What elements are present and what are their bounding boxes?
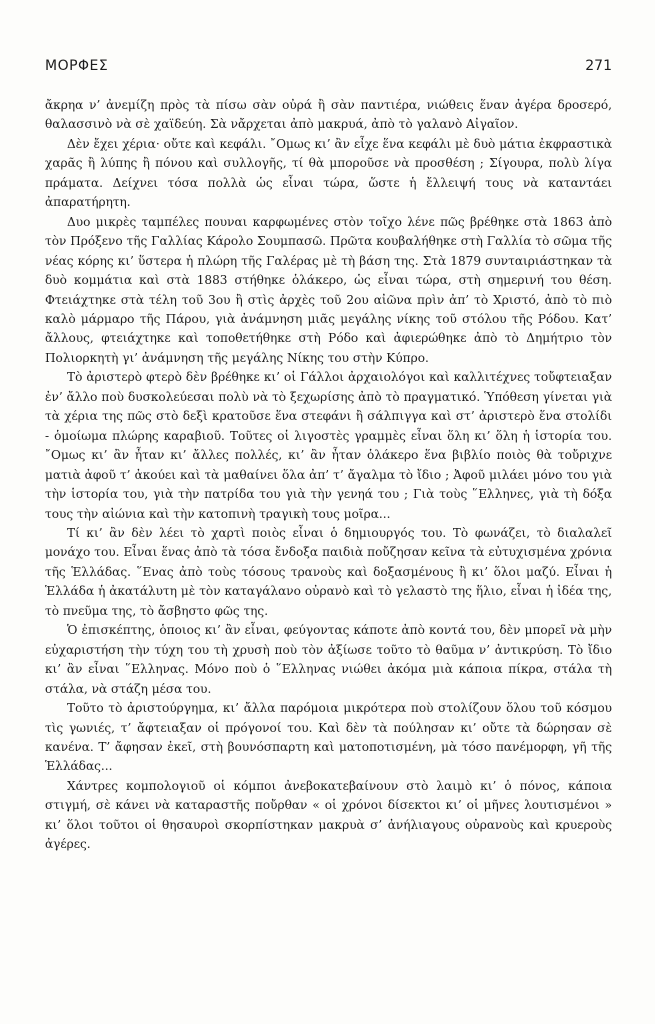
journal-title: ΜΟΡΦΕΣ [45,58,109,74]
paragraph: Τί κι’ ἂν δὲν λέει τὸ χαρτὶ ποιὸς εἶναι ὁ δημιουργός του. Τὸ φωνάζει, τὸ διαλαλεῖ μονάχο του. Εἶναι ἕνας ἀπὸ τὰ τόσα ἔνδοξα παιδιὰ ποὔζησαν κεῖνα τὰ εὐτυχισμένα χρόνια τῆς Ἑλλάδας. ῞Ενας ἀπὸ τοὺς τόσους τρανοὺς καὶ δοξασμένους ἢ κι’ ὅλοι μαζύ. Εἶναι ἡ Ἑλλάδα ἡ ἀκατάλυτη μὲ τὸν καταγάλανο οὐρανὸ καὶ τὸ γελαστὸ της ἥλιο, εἶναι ἡ ἰδέα της, τὸ πνεῦμα της, τὸ ἄσβηστο φῶς της. [45,525,612,618]
page-number: 271 [585,58,612,74]
paragraph: ἄκρηα ν’ ἀνεμίζη πρὸς τὰ πίσω σὰν οὐρά ἢ σὰν παντιέρα, νιώθεις ἕναν ἀγέρα δροσερό, θαλασσινὸ νὰ σὲ χαϊδεύη. Σὰ νἄρχεται ἀπὸ μακρυά, ἀπὸ τὸ γαλανὸ Αἰγαῖον. [45,98,612,132]
paragraph: Δὲν ἔχει χέρια· οὔτε καὶ κεφάλι. ῎Ομως κι’ ἂν εἶχε ἕνα κεφάλι μὲ δυὸ μάτια ἐκφραστικὰ χαρᾶς ἢ λύπης ἢ πόνου καὶ συλλογῆς, τί θὰ μποροῦσε νὰ προσθέση ; Σίγουρα, πολὺ λίγα πράματα. Δείχνει τόσα πολλὰ ὡς εἶναι τώρα, ὥστε ἡ ἔλλειψή τους νὰ καταντάει ἀπαρατήρητη. [45,136,612,210]
paragraph: Τοῦτο τὸ ἀριστούργημα, κι’ ἄλλα παρόμοια μικρότερα ποὺ στολίζουν ὅλου τοῦ κόσμου τὶς γωνιές, τ’ ἄφτειαξαν οἱ πρόγονοί του. Καὶ δὲν τὰ πούλησαν κι’ οὔτε τὰ δώρησαν σὲ κανένα. Τ’ ἄφησαν ἐκεῖ, στὴ βουνόσπαρτη καὶ ματοποτισμένη, μὰ τόσο πανέμορφη, γῆ τῆς Ἑλλάδας... [45,701,612,774]
paragraph: Ὁ ἐπισκέπτης, ὁποιος κι’ ἂν εἶναι, φεύγοντας κάποτε ἀπὸ κοντά του, δὲν μπορεῖ νὰ μὴν εὐχαριστήση τὴν τύχη του τὴ χρυσὴ ποὺ τὸν ἀξίωσε τοῦτο τὸ θαῦμα ν’ ἀντικρύση. Τὸ ἴδιο κι’ ἂν εἶναι ῞Ελληνας. Μόνο ποὺ ὁ ῞Ελληνας νιώθει ἀκόμα μιὰ κάποια πίκρα, στάλα τὴ στάλα, νὰ στάζη μέσα του. [45,623,612,696]
paragraph: Χάντρες κομπολογιοῦ οἱ κόμποι ἀνεβοκατεβαίνουν στὸ λαιμὸ κι’ ὁ πόνος, κάποια στιγμή, σὲ κάνει νὰ καταραστῆς ποὔρθαν « οἱ χρόνοι δίσεκτοι κι’ οἱ μῆνες λουτισμένοι » κι’ ὅλοι τοῦτοι οἱ θησαυροὶ σκορπίστηκαν μακρυὰ σ’ ἀνήλιαγους οὐρανοὺς καὶ κρυεροὺς ἀγέρες. [45,778,612,852]
paragraph: Δυο μικρὲς ταμπέλες πουναι καρφωμένες στὸν τοῖχο λένε πῶς βρέθηκε στὰ 1863 ἀπὸ τὸν Πρόξενο τῆς Γαλλίας Κάρολο Σουμπασῶ. Πρῶτα κουβαλήθηκε στὴ Γαλλία τὸ σῶμα τῆς νέας κόρης κι’ ὕστερα ἡ πλώρη τῆς Γαλέρας μὲ τὴ βάση της. Στὰ 1879 συνταιριάστηκαν τὰ δυὸ κομμάτια καὶ στὰ 1883 στήθηκε ὁλάκερο, ὡς εἶναι τώρα, στὴ σημερινή του θέση. Φτειάχτηκε στὰ τέλη τοῦ 3ου ἢ στὶς ἀρχὲς τοῦ 2ου αἰῶνα πρὶν ἀπ’ τὸ Χριστό, ἀπὸ τὸ πιὸ καλὸ μάρμαρο τῆς Πάρου, γιὰ ἀνάμνηση μιᾶς μεγάλης νίκης τοῦ στόλου τῆς Ρόδου. Κατ’ ἄλλους, φτειάχτηκε καὶ τοποθετήθηκε στὴ Ρόδο καὶ ἀφιερώθηκε ἀπὸ τὸ Δημήτριο τὸν Πολιορκητὴ γι’ ἀνάμνηση τῆς μεγάλης Νίκης του στὴν Κύπρο. [45,214,612,365]
paragraph: Τὸ ἀριστερὸ φτερὸ δὲν βρέθηκε κι’ οἱ Γάλλοι ἀρχαιολόγοι καὶ καλλιτέχνες τοὔφτειαξαν ἐν’ ἄλλο ποὺ δυσκολεύεσαι πολὺ νὰ τὸ ξεχωρίσης ἀπὸ τὸ πραγματικό. Ὑπόθεση γίνεται γιὰ τὰ χέρια της πῶς στὸ δεξὶ κρατοῦσε ἕνα στεφάνι ἢ σάλπιγγα καὶ στ’ ἀριστερὸ ἕνα στολίδι - ὁμοίωμα πλώρης καραβιοῦ. Τοῦτες οἱ λιγοστὲς γραμμὲς εἶναι ὅλη κι’ ὅλη ἡ ἱστορία του. ῎Ομως κι’ ἂν ἦταν κι’ ἄλλες πολλές, κι’ ἂν ἦταν ὁλάκερο ἕνα βιβλίο ποιὸς θὰ τοὔριχνε ματιὰ ἀφοῦ τ’ ἀκούει καὶ τὰ μαθαίνει ὅλα ἀπ’ τ’ ἄγαλμα τὸ ἴδιο ; Ἀφοῦ μιλάει μόνο του γιὰ τὴν ἱστορία του, γιὰ τὴν πατρίδα του γιὰ τὴν γενηά του ; Γιὰ τοὺς ῞Ελληνες, γιὰ τὴ δόξα τους τὴν αἰώνια καὶ τὴν κατοπινὴ τραγικὴ τους μοῖρα... [45,370,612,521]
book-page [45,58,612,855]
running-header [45,58,612,82]
body-text [45,96,612,855]
